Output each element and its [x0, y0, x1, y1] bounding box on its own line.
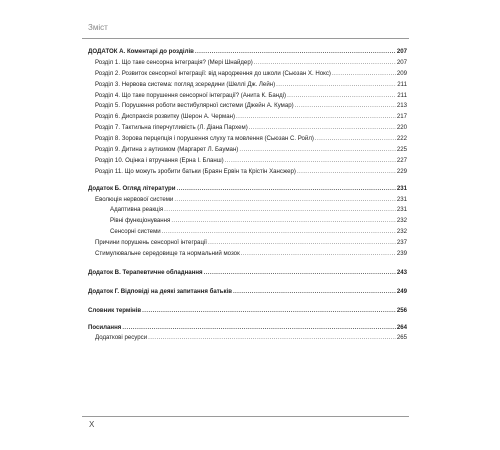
toc-entry: [88, 333, 407, 344]
toc-entry: [88, 91, 407, 102]
toc-leader-dots: [195, 47, 396, 58]
toc-leader-dots: [162, 227, 396, 238]
toc-entry-appendix-c: [88, 268, 407, 279]
running-header-title: Зміст: [88, 23, 108, 32]
toc-entry: [88, 195, 407, 206]
toc-entry-page: 237: [396, 239, 407, 247]
toc-entry-text: Додаток Б. Огляд літератури: [88, 184, 176, 192]
toc-entry-text: Розділ 5. Порушення роботи вестибулярної системи (Джейн А. Кумар): [95, 102, 294, 110]
toc-leader-dots: [332, 69, 396, 80]
toc-entry-text: Словник термінів: [88, 306, 142, 314]
toc-entry: [88, 238, 407, 249]
toc-entry-text: Еволюція нервової системи: [95, 195, 174, 203]
footer-rule: [82, 416, 409, 417]
toc-entry-page: 220: [396, 124, 407, 132]
toc-entry-page: 243: [396, 268, 407, 276]
toc-leader-dots: [236, 112, 396, 123]
toc-entry-text: Розділ 3. Нервова система: погляд зсередини (Шеллі Дж. Лейн): [95, 80, 276, 88]
toc-entry-page: 207: [396, 58, 407, 66]
toc-leader-dots: [122, 323, 395, 334]
toc-spacer: [88, 260, 407, 268]
toc-leader-dots: [254, 58, 396, 69]
toc-entry: [88, 112, 407, 123]
toc-leader-dots: [164, 205, 396, 216]
toc-entry-text: Розділ 1. Що таке сенсорна інтеграція? (Мері Шнайдер): [95, 58, 253, 66]
toc-entry-page: 231: [396, 195, 407, 203]
toc-entry-text: Сенсорні системи: [110, 228, 161, 236]
toc-entry-appendix-d: [88, 287, 407, 298]
toc-leader-dots: [142, 306, 396, 317]
toc-entry-text: Розділ 7. Тактильна гіперчутливість (Л. Діана Пархем): [95, 124, 248, 132]
toc-entry: [88, 69, 407, 80]
toc-entry-glossary: [88, 306, 407, 317]
toc-entry-page: 222: [396, 135, 407, 143]
toc-entry-page: 239: [396, 250, 407, 258]
toc-leader-dots: [225, 156, 396, 167]
toc-entry-page: 232: [396, 217, 407, 225]
toc-entry: [88, 134, 407, 145]
page-number: X: [89, 420, 95, 429]
toc-entry-appendix-a: [88, 47, 407, 58]
toc-entry-page: 232: [396, 228, 407, 236]
toc-entry-page: 211: [397, 91, 407, 99]
toc-entry-page: 231: [396, 206, 407, 214]
toc-entry: [88, 216, 407, 227]
toc-leader-dots: [276, 80, 396, 91]
toc-leader-dots: [249, 123, 396, 134]
toc-entry-page: 207: [396, 48, 407, 55]
toc-entry-text: Розділ 8. Зорова перцепція і порушення слуху та мовлення (Сьюзан С. Ройл): [95, 135, 314, 143]
toc-entry: [88, 249, 407, 260]
toc-entry-page: 264: [396, 323, 407, 331]
toc-entry: [88, 58, 407, 69]
table-of-contents: [88, 47, 407, 344]
toc-spacer: [88, 279, 407, 287]
toc-entry-page: 256: [396, 306, 407, 314]
toc-leader-dots: [177, 184, 396, 195]
toc-entry-page: 249: [396, 287, 407, 295]
toc-entry-text: Рівні функціонування: [110, 217, 171, 225]
toc-leader-dots: [174, 195, 396, 206]
header-rule: [82, 38, 409, 39]
toc-entry-text: Додаток Г. Відповіді на деякі запитання батьків: [88, 287, 232, 295]
toc-entry-appendix-b: [88, 184, 407, 195]
toc-leader-dots: [204, 268, 396, 279]
toc-entry: [88, 80, 407, 91]
toc-entry-page: 225: [396, 146, 407, 154]
toc-entry: [88, 101, 407, 112]
toc-leader-dots: [148, 333, 396, 344]
toc-leader-dots: [239, 145, 395, 156]
toc-leader-dots: [171, 216, 396, 227]
toc-entry-text: Адаптивна реакція: [110, 206, 164, 214]
toc-entry-text: Розділ 2. Розвиток сенсорної інтеграції: від народження до школи (Сьюзан Х. Нокс): [95, 69, 331, 77]
toc-entry: [88, 205, 407, 216]
toc-entry-text: Додаток В. Терапевтичне обладнання: [88, 268, 203, 276]
toc-entry: [88, 123, 407, 134]
toc-entry-text: Розділ 10. Оцінка і втручання (Ерна І. Бланш): [95, 156, 224, 164]
toc-leader-dots: [208, 238, 396, 249]
toc-entry-text: Розділ 6. Диспраксія розвитку (Шерон А. Черман): [95, 113, 236, 121]
toc-entry: [88, 167, 407, 178]
toc-spacer: [88, 298, 407, 306]
toc-entry-text: Розділ 11. Що можуть зробити батьки (Браян Ервін та Крістін Хансжер): [95, 167, 296, 175]
toc-entry-page: 231: [396, 184, 407, 192]
toc-entry-text: Причини порушень сенсорної інтеграції: [95, 239, 207, 247]
toc-entry-page: 213: [396, 102, 407, 110]
toc-leader-dots: [233, 287, 396, 298]
toc-entry-page: 265: [396, 334, 407, 342]
toc-entry-text: Стимулювальне середовище та нормальний мозок: [95, 250, 240, 258]
toc-entry: [88, 227, 407, 238]
toc-leader-dots: [287, 91, 396, 102]
toc-leader-dots: [295, 101, 396, 112]
toc-leader-dots: [315, 134, 396, 145]
toc-entry-text: ДОДАТОК А. Коментарі до розділів: [88, 48, 194, 55]
toc-entry-page: 217: [396, 113, 407, 121]
toc-entry: [88, 145, 407, 156]
toc-leader-dots: [241, 249, 396, 260]
toc-leader-dots: [297, 167, 396, 178]
toc-entry-page: 211: [397, 80, 407, 88]
toc-entry-page: 227: [396, 156, 407, 164]
toc-entry-text: Посилання: [88, 323, 122, 331]
toc-entry-text: Розділ 9. Дитина з аутизмом (Маргарет Л. Бауман): [95, 146, 239, 154]
toc-entry-text: Додаткові ресурси: [95, 334, 148, 342]
toc-entry-page: 209: [396, 69, 407, 77]
toc-entry-page: 229: [396, 167, 407, 175]
toc-entry-text: Розділ 4. Що таке порушення сенсорної інтеграції? (Анита К. Банді): [95, 91, 287, 99]
toc-entry: [88, 156, 407, 167]
toc-entry-references: [88, 323, 407, 334]
